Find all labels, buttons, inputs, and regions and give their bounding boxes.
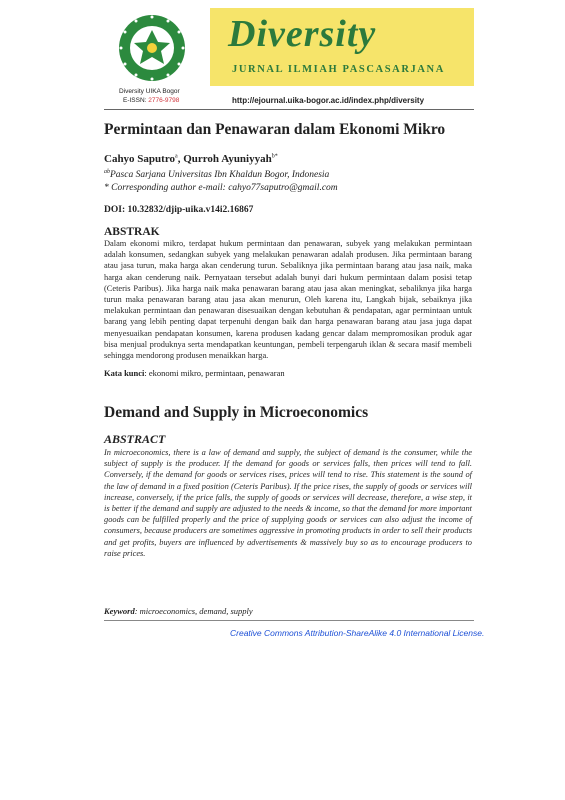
keyword-values: : microeconomics, demand, supply bbox=[134, 606, 253, 616]
header-divider bbox=[104, 109, 474, 110]
keyword-line bbox=[104, 606, 253, 616]
kata-kunci-values: : ekonomi mikro, permintaan, penawaran bbox=[144, 368, 285, 378]
author-separator: , bbox=[177, 153, 184, 165]
doi: DOI: 10.32832/djip-uika.v14i2.16867 bbox=[104, 205, 254, 215]
affiliation bbox=[104, 169, 329, 180]
affiliation-text: Pasca Sarjana Universitas Ibn Khaldun Bogor, Indonesia bbox=[110, 170, 330, 181]
keyword-label: Keyword bbox=[104, 606, 135, 616]
affiliation-sup: ab bbox=[104, 169, 110, 175]
abstract-paragraph: In microeconomics, there is a law of demand and supply, the subject of demand is the consumer, while the subject of supply is the producer. If the demand for goods or services falls, then prices will tend to fall. Conversely, if the demand for goods or services rises, prices will tend to rise. This statement is the sound of the law of demand in a fixed position (Ceteris Paribus). If the price rises, the supply of goods or services will increase, conversely, if the price falls, the supply of goods or services will decrease, therefore, a wise step, it is better if the demand and supply are adjusted to the needs & income, so that the demand for more important goods can be fulfilled properly and the price of supplying goods or services can also adjust the income of consumers, because producers are sometimes aggressive in promoting products in order to sell their products and get profits, buyers are influenced by advertisements & massively buy so as to encourage producers to raise prices. bbox=[104, 448, 472, 558]
uika-crest-logo bbox=[117, 13, 187, 83]
article-title-en: Demand and Supply in Microeconomics bbox=[104, 404, 369, 421]
kata-kunci-label: Kata kunci bbox=[104, 368, 145, 378]
kata-kunci-line bbox=[104, 368, 285, 378]
license-link[interactable]: Creative Commons Attribution-ShareAlike 4.0 International License. bbox=[230, 628, 485, 638]
footer-divider bbox=[104, 620, 474, 621]
corresponding-email: * Corresponding author e-mail: cahyo77saputro@gmail.com bbox=[104, 183, 338, 193]
journal-banner-subtitle: JURNAL ILMIAH PASCASARJANA bbox=[232, 64, 445, 75]
issn-line bbox=[123, 97, 179, 104]
author-1: Cahyo Saputro bbox=[104, 153, 176, 165]
article-title-id: Permintaan dan Penawaran dalam Ekonomi Mikro bbox=[104, 121, 446, 138]
journal-banner-title: Diversity bbox=[228, 13, 377, 55]
author-line bbox=[104, 153, 278, 165]
journal-url-link[interactable]: http://ejournal.uika-bogor.ac.id/index.php/diversity bbox=[232, 96, 425, 105]
author-2-sup: b* bbox=[271, 153, 278, 160]
abstrak-paragraph: Dalam ekonomi mikro, terdapat hukum permintaan dan penawaran, subyek yang melakukan permintaan adalah konsumen, sedangkan subyek yang melakukan penawaran adalah produsen. Jika permintaan barang atau jasa turun, maka harga akan cenderung turun. Sebaliknya jika permintaan barang atau jasa naik, maka harga akan cenderung naik. Pernyataan tersebut adalah bunyi dari hukum permintaan dalam posisi tetap (Ceteris Paribus). Jika harga naik maka penawaran barang atau jasa akan meningkat, sebaliknya jika harga turun maka penawaran barang atau jasa akan menurun, Oleh karena itu, Langkah bijak, sebaiknya jika melakukan permintaan dan penawaran disesuaikan dengan kebutuhan & pendapatan, agar permintaan untuk barang yang lebih penting dapat terpenuhi dengan baik dan harga penawaran barang atau jasa juga dapat menyesuaikan pendapatan konsumen, karena produsen kadang gencar dalam mempromosikan produk agar bisa menjual produknya serta mendapatkan keuntungan, pembeli terpengaruh iklan & secara masif membeli sehingga mendorong produsen menaikkan harga. bbox=[104, 239, 472, 361]
issn-label: E-ISSN: bbox=[123, 97, 147, 104]
abstract-heading: ABSTRACT bbox=[104, 432, 166, 446]
author-2: Qurroh Ayuniyyah bbox=[183, 153, 272, 165]
issn-value: 2776-9798 bbox=[148, 97, 180, 104]
author-1-sup: a bbox=[175, 153, 178, 160]
abstrak-heading: ABSTRAK bbox=[104, 226, 160, 238]
publisher-name: Diversity UIKA Bogor bbox=[119, 88, 180, 95]
